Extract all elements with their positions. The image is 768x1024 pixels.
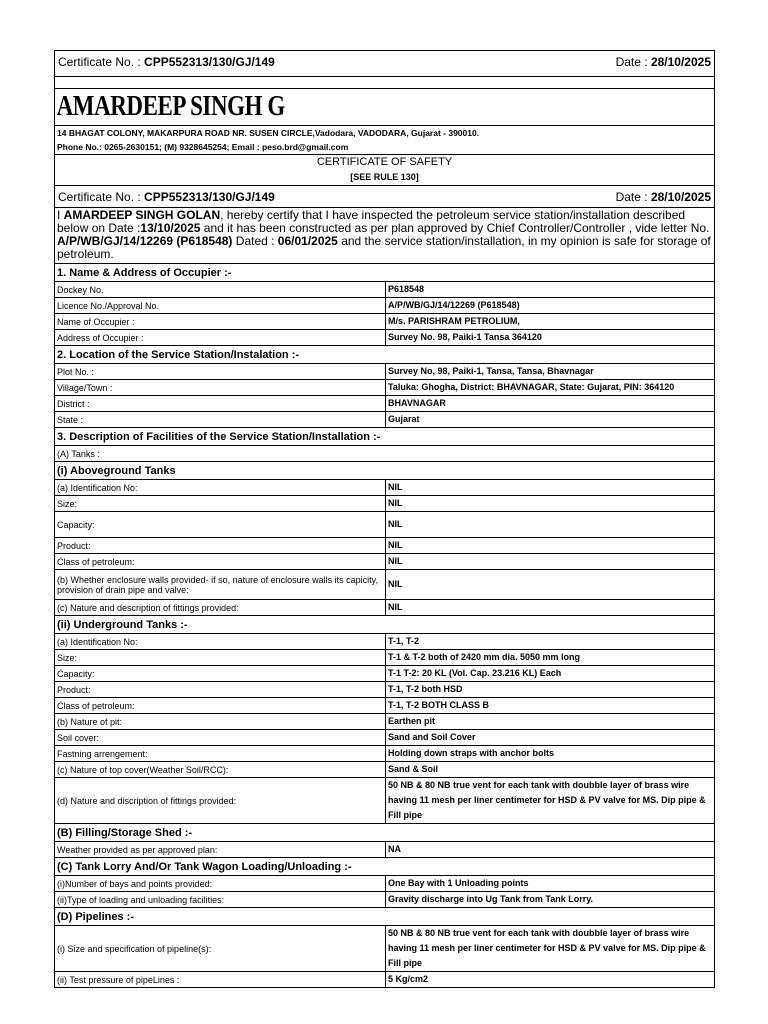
top-cert-bar [54,50,715,76]
section-heading: (ii) Underground Tanks :- [54,615,715,633]
certificate-document [54,50,715,988]
row-value: M/s. PARISHRAM PETROLIUM, [388,316,520,326]
table-row [54,841,715,857]
section-heading: (A) Tanks : [54,445,715,461]
row-value: Gravity discharge into Ug Tank from Tank Lorry. [388,894,594,904]
row-value: T-1, T-2 both HSD [388,684,463,694]
row-label: Product: [55,682,386,697]
row-value: T-1, T-2 BOTH CLASS B [388,700,490,710]
row-value: NIL [388,602,403,612]
date-line [616,55,711,69]
statement-p1: I [57,208,64,222]
row-value: P618548 [388,284,425,294]
table-row [54,363,715,379]
row-value: A/P/WB/GJ/14/12269 (P618548) [388,300,520,310]
table-row [54,329,715,345]
statement-name: AMARDEEP SINGH GOLAN [63,208,221,222]
row-value: Holding down straps with anchor bolts [388,748,554,758]
issuer-name: AMARDEEP SINGH G [56,91,285,122]
row-value: Survey No. 98, Paiki-1 Tansa 364120 [388,332,542,342]
statement-letter: A/P/WB/GJ/14/12269 (P618548) [57,234,233,248]
table-row [54,511,715,537]
cert-label: Certificate No. : [58,55,141,69]
row-value: NIL [388,482,403,492]
row-value: 50 NB & 80 NB true vent for each tank with doubble layer of brass wire having 11 mesh per liner centimeter for HSD & PV valve for MS. Dip pipe & Fill pipe [388,928,706,968]
issuer-contact: Phone No.: 0265-2630151; (M) 9328645254; Email : peso.brd@gmail.com [57,142,349,152]
cert-no-line [58,55,275,69]
row-label: Class of petroleum: [55,554,386,569]
section-heading: (i) Aboveground Tanks [54,461,715,479]
date-line-2 [616,190,711,204]
row-label: (a) Identification No: [55,480,386,495]
table-row [54,537,715,553]
row-value: NIL [388,519,403,529]
title-block [54,154,715,185]
date-label: Date : [615,55,648,69]
statement-date2: 06/01/2025 [277,234,338,248]
table-row [54,395,715,411]
table-row [54,479,715,495]
table-row [54,665,715,681]
row-value: Survey No, 98, Paiki-1, Tansa, Tansa, Bhavnagar [388,366,594,376]
section-heading: (D) Pipelines :- [54,907,715,925]
row-label: (b) Nature of pit: [55,714,386,729]
row-label: (c) Nature and description of fittings provided: [55,600,386,615]
row-label: (b) Whether enclosure walls provided- if so, nature of enclosure walls its capicity, provision of drain pipe and valve: [55,570,386,599]
table-row [54,761,715,777]
row-value: T-1, T-2 [388,636,420,646]
cert-no-line-2 [58,190,275,204]
doc-title: CERTIFICATE OF SAFETY [316,156,453,168]
table-row [54,553,715,569]
issuer-block [54,88,715,125]
row-label: Capacity: [55,512,386,537]
row-label: Fastning arrengement: [55,746,386,761]
table-row [54,313,715,329]
row-label: Product: [55,538,386,553]
row-label: (c) Nature of top cover(Weather Soil/RCC): [55,762,386,777]
table-row [54,297,715,313]
facility-table [54,263,715,988]
table-row [54,891,715,907]
table-row [54,729,715,745]
spacer [54,76,715,88]
row-label: District : [55,396,386,411]
row-label: Plot No. : [55,364,386,379]
row-label: Licence No./Approval No. [55,298,386,313]
row-label: Soil cover: [55,730,386,745]
row-label: (a) Identification No: [55,634,386,649]
statement-p3: and it has been constructed as per plan approved by Chief Controller/Controller , vide letter No. [200,221,710,235]
row-value: Taluka: Ghogha, District: BHAVNAGAR, State: Gujarat, PIN: 364120 [388,382,675,392]
table-row [54,649,715,665]
cert-label-2: Certificate No. : [58,189,141,204]
section-heading: (B) Filling/Storage Shed :- [54,823,715,841]
row-label: State : [55,412,386,427]
table-row [54,633,715,649]
row-value: NA [388,844,401,854]
date-label-2: Date : [615,189,648,204]
statement-p2: , hereby certify that I have inspected the petroleum service station/installation described below on Date : [57,208,686,235]
section-heading: 3. Description of Facilities of the Service Station/Installation :- [54,427,715,445]
table-row [54,875,715,891]
table-row [54,599,715,615]
table-row [54,925,715,971]
row-value: NIL [388,498,403,508]
table-row [54,495,715,511]
row-label: Size: [55,650,386,665]
row-value: 50 NB & 80 NB true vent for each tank with doubble layer of brass wire having 11 mesh per liner centimeter for HSD & PV valve for MS. Dip pipe & Fill pipe [388,780,706,820]
row-label: Capacity: [55,666,386,681]
row-value: Sand & Soil [388,764,439,774]
row-label: (i) Size and specification of pipeline(s): [55,926,386,971]
row-label: Village/Town : [55,380,386,395]
section-heading: 1. Name & Address of Occupier :- [54,263,715,281]
cert-bar-2 [54,185,715,207]
cert-no: CPP552313/130/GJ/149 [144,55,275,69]
table-row [54,569,715,599]
row-label: (ii) Test pressure of pipeLines : [55,972,386,987]
row-value: Earthen pit [388,716,436,726]
table-row [54,281,715,297]
row-value: NIL [388,556,403,566]
table-row [54,971,715,988]
row-label: Address of Occupier : [55,330,386,345]
row-value: One Bay with 1 Unloading points [388,878,529,888]
statement-p5: and the service station/installation, in my opinion is safe for storage of petroleum. [57,234,711,261]
row-value: Gujarat [388,414,420,424]
row-value: BHAVNAGAR [388,398,446,408]
row-label: (ii)Type of loading and unloading facilities: [55,892,386,907]
row-label: Weather provided as per approved plan: [55,842,386,857]
row-value: T-1 & T-2 both of 2420 mm dia. 5050 mm long [388,652,581,662]
table-row [54,411,715,427]
table-row [54,713,715,729]
table-row [54,697,715,713]
rule-ref: [SEE RULE 130] [350,172,419,182]
row-value: Sand and Soil Cover [388,732,476,742]
row-label: Dockey No. [55,282,386,297]
section-heading: 2. Location of the Service Station/Instalation :- [54,345,715,363]
row-label: Size: [55,496,386,511]
row-value: NIL [388,579,403,589]
row-label: Class of petroleum: [55,698,386,713]
cert-no-2: CPP552313/130/GJ/149 [144,189,275,204]
row-value: 5 Kg/cm2 [388,974,429,984]
table-row [54,745,715,761]
row-value: NIL [388,540,403,550]
row-value: T-1 T-2: 20 KL (Vol. Cap. 23.216 KL) Each [388,668,562,678]
cert-date: 28/10/2025 [650,55,711,69]
row-label: (d) Nature and discription of fittings provided: [55,778,386,823]
statement-text [55,208,714,263]
row-label: Name of Occupier : [55,314,386,329]
table-row [54,777,715,823]
statement-date1: 13/10/2025 [140,221,201,235]
statement-block [54,207,715,263]
table-row [54,379,715,395]
statement-p4: Dated : [232,234,278,248]
cert-date-2: 28/10/2025 [650,189,711,204]
section-heading: (C) Tank Lorry And/Or Tank Wagon Loading/Unloading :- [54,857,715,875]
table-row [54,681,715,697]
issuer-address-block [54,125,715,154]
issuer-address: 14 BHAGAT COLONY, MAKARPURA ROAD NR. SUSEN CIRCLE,Vadodara, VADODARA, Gujarat - 390010. [57,128,480,138]
row-label: (i)Number of bays and points provided: [55,876,386,891]
